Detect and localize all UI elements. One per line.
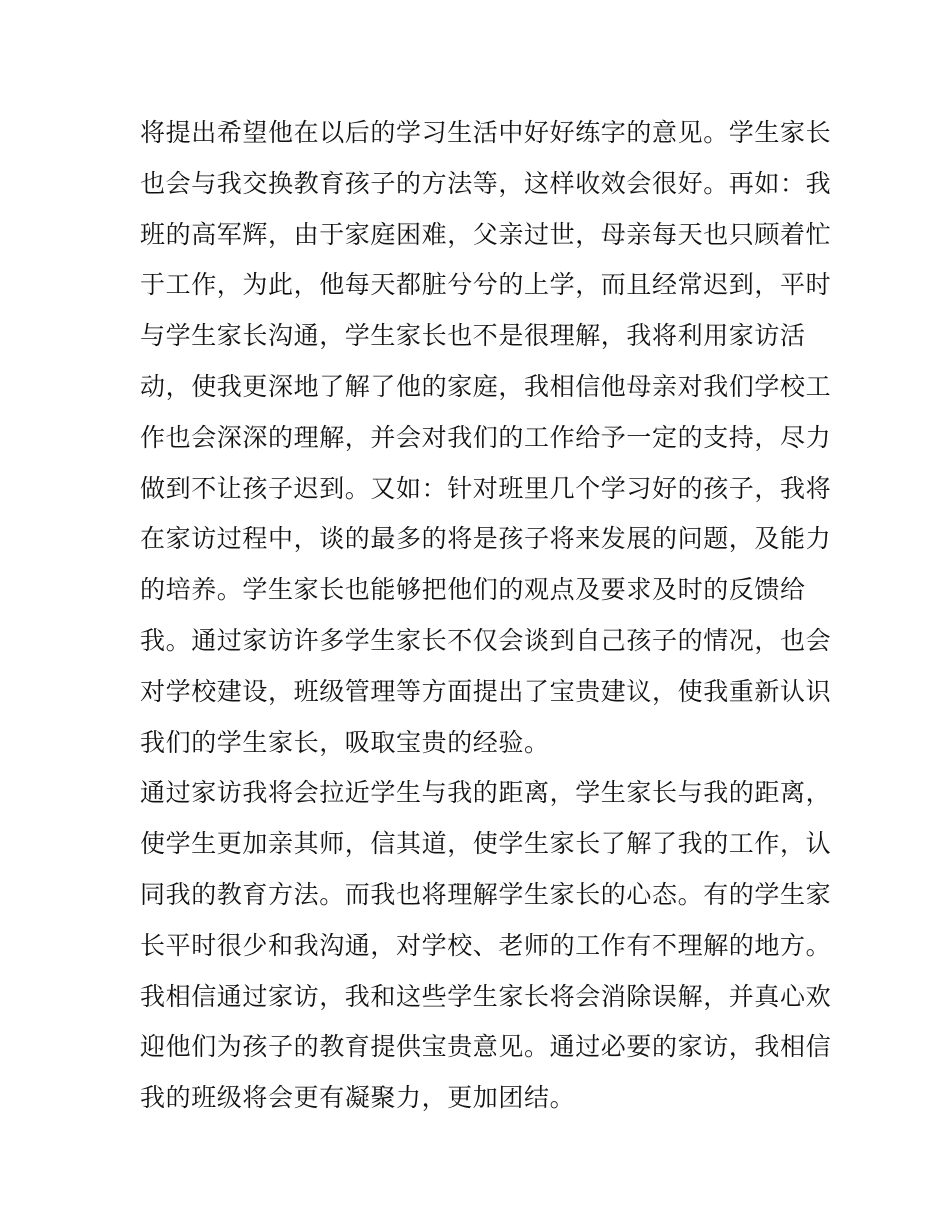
text-line: 我。通过家访许多学生家长不仅会谈到自己孩子的情况，也会 bbox=[140, 625, 832, 655]
text-line: 班的高军辉，由于家庭困难，父亲过世，母亲每天也只顾着忙 bbox=[140, 219, 832, 249]
text-line: 做到不让孩子迟到。又如：针对班里几个学习好的孩子，我将 bbox=[140, 473, 832, 503]
body-text bbox=[140, 108, 832, 1124]
text-line: 使学生更加亲其师，信其道，使学生家长了解了我的工作，认 bbox=[140, 829, 832, 859]
text-line: 在家访过程中，谈的最多的将是孩子将来发展的问题，及能力 bbox=[140, 524, 832, 554]
text-line: 同我的教育方法。而我也将理解学生家长的心态。有的学生家 bbox=[140, 879, 832, 909]
text-line: 通过家访我将会拉近学生与我的距离，学生家长与我的距离， bbox=[140, 778, 832, 808]
text-line: 我的班级将会更有凝聚力，更加团结。 bbox=[140, 1083, 576, 1113]
text-line: 长平时很少和我沟通，对学校、老师的工作有不理解的地方。 bbox=[140, 930, 832, 960]
text-line: 我相信通过家访，我和这些学生家长将会消除误解，并真心欢 bbox=[140, 981, 832, 1011]
text-line: 将提出希望他在以后的学习生活中好好练字的意见。学生家长 bbox=[140, 118, 832, 147]
text-line: 作也会深深的理解，并会对我们的工作给予一定的支持，尽力 bbox=[140, 422, 832, 452]
text-line: 我们的学生家长，吸取宝贵的经验。 bbox=[140, 727, 550, 757]
text-line: 于工作，为此，他每天都脏兮兮的上学，而且经常迟到，平时 bbox=[140, 270, 832, 300]
text-line: 与学生家长沟通，学生家长也不是很理解，我将利用家访活 bbox=[140, 321, 806, 351]
text-line: 的培养。学生家长也能够把他们的观点及要求及时的反馈给 bbox=[140, 575, 806, 605]
text-line: 动，使我更深地了解了他的家庭，我相信他母亲对我们学校工 bbox=[140, 371, 832, 401]
text-line: 迎他们为孩子的教育提供宝贵意见。通过必要的家访，我相信 bbox=[140, 1032, 832, 1062]
text-line: 也会与我交换教育孩子的方法等，这样收效会很好。再如：我 bbox=[140, 168, 832, 198]
text-line: 对学校建设，班级管理等方面提出了宝贵建议，使我重新认识 bbox=[140, 676, 832, 706]
